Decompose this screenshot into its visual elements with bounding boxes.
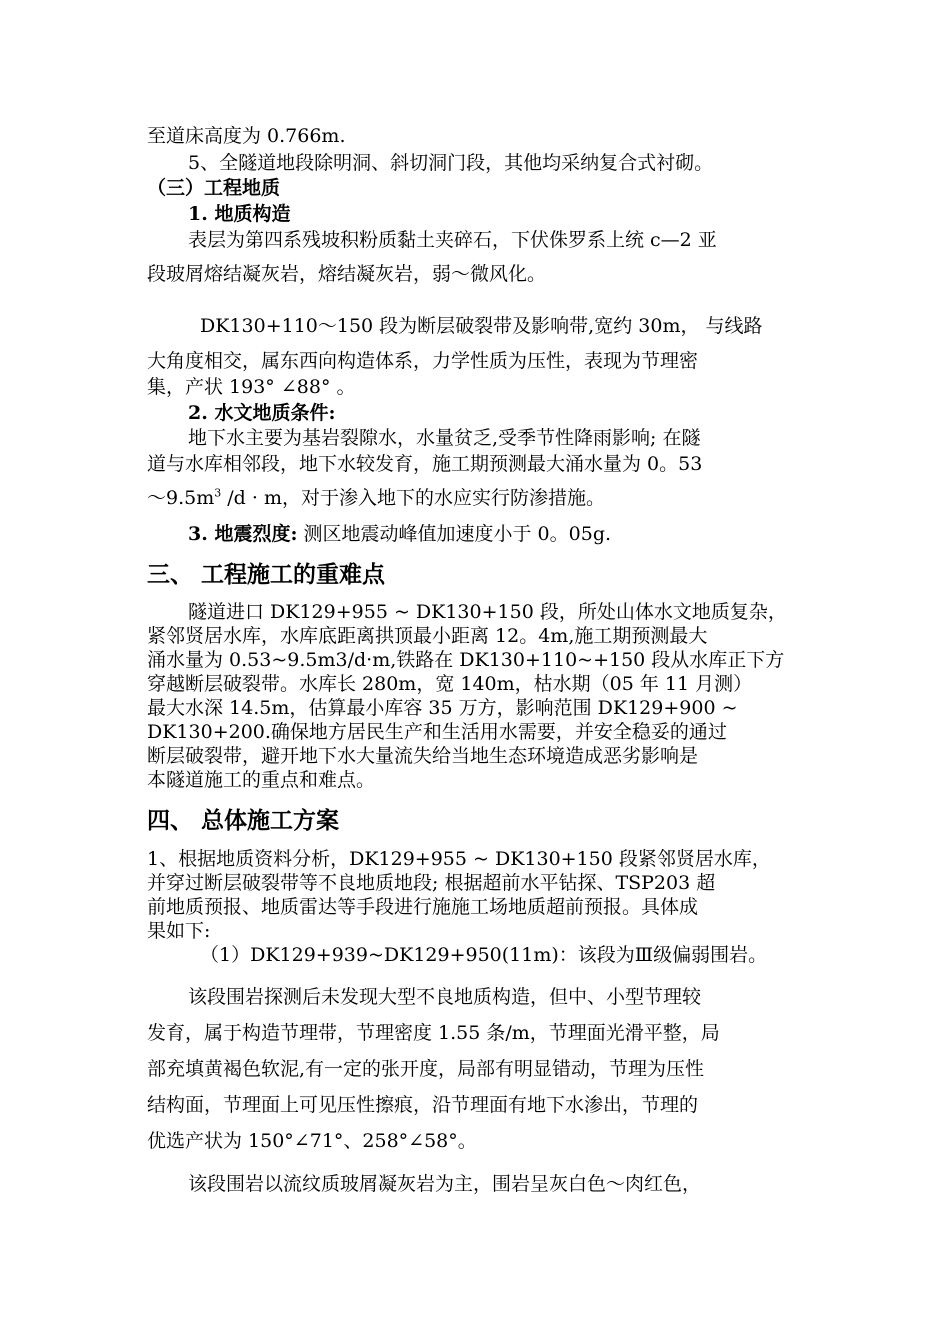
text-line: （1）DK129+939~DK129+950(11m)：该段为Ⅲ级偏弱围岩。 — [200, 944, 768, 966]
section-heading: （三）工程地质 — [147, 177, 281, 199]
text-line: 至道床高度为 0.766m. — [147, 125, 346, 147]
text-line: 1、根据地质资料分析，DK129+955 ~ DK130+150 段紧邻贤居水库， — [147, 848, 771, 870]
text-line: 地下水主要为基岩裂隙水，水量贫乏,受季节性降雨影响; 在隧 — [188, 427, 701, 449]
text-line: 段玻屑熔结凝灰岩，熔结凝灰岩，弱～微风化。 — [147, 263, 547, 285]
subsection-heading: 1. 地质构造 — [188, 203, 291, 225]
subsection-heading: 3. 地震烈度: — [188, 523, 298, 545]
text-line: DK130+200.确保地方居民生产和生活用水需要，并安全稳妥的通过 — [147, 721, 727, 743]
chapter-heading: 四、 总体施工方案 — [147, 808, 340, 834]
text-line: 优选产状为 150°∠71°、258°∠58°。 — [147, 1130, 477, 1152]
text-line: 前地质预报、地质雷达等手段进行施施工场地质超前预报。具体成 — [147, 896, 699, 918]
text-run: ～9.5m — [147, 487, 215, 509]
text-line: 发育，属于构造节理带，节理密度 1.55 条/m，节理面光滑平整，局 — [147, 1022, 720, 1044]
superscript: 3 — [214, 486, 222, 500]
text-line: 5、全隧道地段除明洞、斜切洞门段，其他均采纳复合式衬砌。 — [188, 152, 714, 174]
text-line: 断层破裂带，避开地下水大量流失给当地生态环境造成恶劣影响是 — [147, 745, 699, 767]
text-line: 表层为第四系残坡积粉质黏土夹碎石，下伏侏罗系上统 c—2 亚 — [188, 229, 717, 251]
text-line: 结构面，节理面上可见压性擦痕，沿节理面有地下水渗出，节理的 — [147, 1094, 699, 1116]
chapter-heading: 三、 工程施工的重难点 — [147, 562, 386, 588]
subsection-heading: 2. 水文地质条件: — [188, 402, 336, 424]
text-run: 测区地震动峰值加速度小于 0。05g. — [297, 523, 612, 545]
text-line: 穿越断层破裂带。水库长 280m，宽 140m，枯水期（05 年 11 月测） — [147, 673, 753, 695]
text-line: 部充填黄褐色软泥,有一定的张开度，局部有明显错动，节理为压性 — [147, 1058, 705, 1080]
text-line: DK130+110～150 段为断层破裂带及影响带,宽约 30m， 与线路 — [200, 315, 763, 337]
text-run: /d · m，对于渗入地下的水应实行防渗措施。 — [221, 487, 605, 509]
text-line: 并穿过断层破裂带等不良地质地段; 根据超前水平钻探、TSP203 超 — [147, 872, 716, 894]
text-line: 隧道进口 DK129+955 ~ DK130+150 段，所处山体水文地质复杂， — [188, 601, 787, 623]
text-line: 最大水深 14.5m，估算最小库容 35 万方，影响范围 DK129+900 ~ — [147, 697, 738, 719]
text-line: 本隧道施工的重点和难点。 — [147, 769, 376, 791]
text-line: 果如下: — [147, 920, 211, 942]
text-line — [147, 486, 605, 510]
text-line — [188, 522, 611, 546]
text-line: 该段围岩探测后未发现大型不良地质构造，但中、小型节理较 — [188, 986, 702, 1008]
text-line: 道与水库相邻段，地下水较发育，施工期预测最大涌水量为 0。53 — [147, 453, 703, 475]
text-line: 大角度相交，属东西向构造体系，力学性质为压性，表现为节理密 — [147, 350, 699, 372]
text-line: 涌水量为 0.53~9.5m3/d·m,铁路在 DK130+110~+150 段从水库正下方 — [147, 649, 785, 671]
text-line: 集，产状 193° ∠88° 。 — [147, 376, 356, 398]
text-line: 紧邻贤居水库，水库底距离拱顶最小距离 12。4m,施工期预测最大 — [147, 625, 708, 647]
text-line: 该段围岩以流纹质玻屑凝灰岩为主，围岩呈灰白色～肉红色， — [188, 1173, 702, 1195]
